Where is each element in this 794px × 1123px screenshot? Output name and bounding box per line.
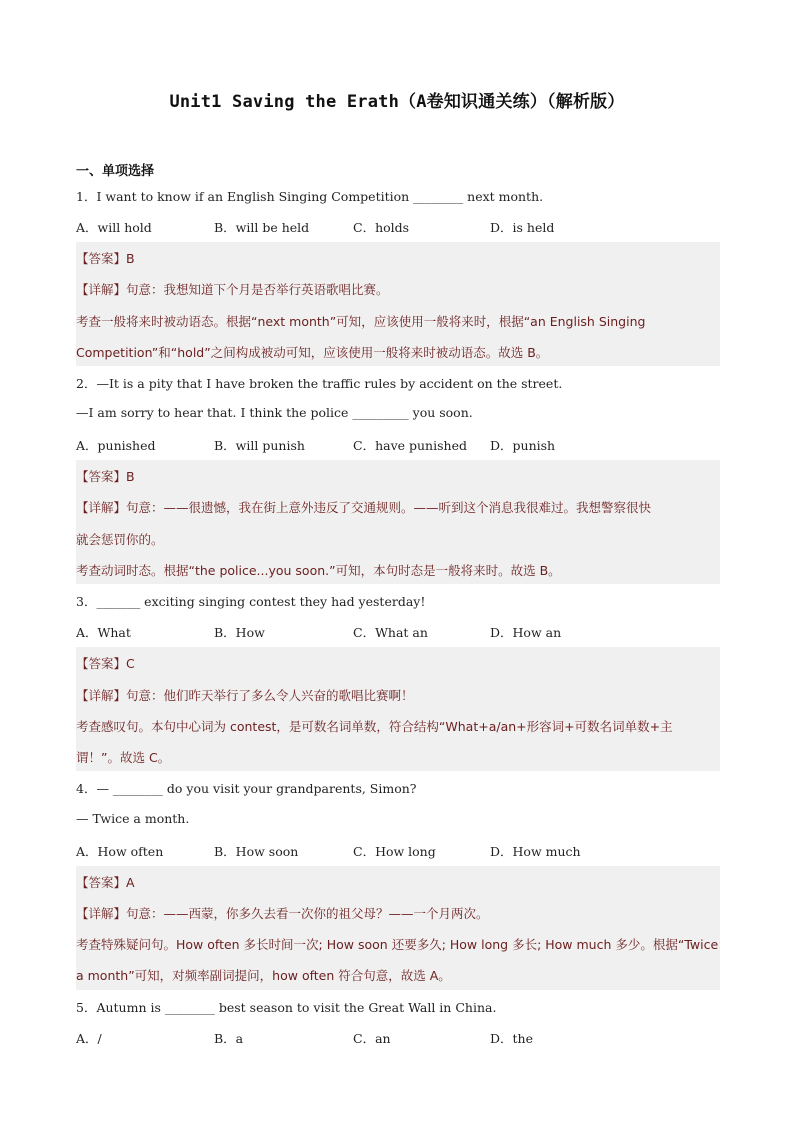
question-5-options bbox=[76, 1029, 736, 1049]
option-a[interactable]: A．How often bbox=[76, 844, 164, 859]
detail-3-line-3: 谓！”。故选 C。 bbox=[76, 750, 171, 765]
detail-1-line-2: 考查一般将来时被动语态。根据“next month”可知，应该使用一般将来时，根据“an English Singing bbox=[76, 314, 646, 329]
option-a[interactable]: A．punished bbox=[76, 438, 156, 453]
question-3-stem: 3．_______ exciting singing contest they had yesterday! bbox=[76, 594, 426, 609]
option-b[interactable]: B．will be held bbox=[214, 220, 310, 235]
option-d[interactable]: D．the bbox=[490, 1031, 533, 1046]
question-4-stem-1: 4．— ________ do you visit your grandparents, Simon? bbox=[76, 781, 417, 796]
option-c[interactable]: C．an bbox=[353, 1031, 391, 1046]
option-c[interactable]: C．have punished bbox=[353, 438, 467, 453]
question-1-options bbox=[76, 218, 736, 238]
option-b[interactable]: B．will punish bbox=[214, 438, 305, 453]
option-a[interactable]: A．will hold bbox=[76, 220, 152, 235]
option-d[interactable]: D．How an bbox=[490, 625, 562, 640]
detail-1-line-3: Competition”和“hold”之间构成被动可知，应该使用一般将来时被动语态。故选 B。 bbox=[76, 345, 549, 360]
answer-2: 【答案】B bbox=[76, 469, 135, 484]
question-2-options bbox=[76, 436, 736, 456]
option-b[interactable]: B．How bbox=[214, 625, 265, 640]
question-2-stem-1: 2．—It is a pity that I have broken the traffic rules by accident on the street. bbox=[76, 376, 563, 391]
answer-4: 【答案】A bbox=[76, 875, 135, 890]
question-5-stem: 5．Autumn is ________ best season to visit the Great Wall in China. bbox=[76, 1000, 497, 1015]
option-a[interactable]: A．What bbox=[76, 625, 131, 640]
detail-1-line-1: 【详解】句意：我想知道下个月是否举行英语歌唱比赛。 bbox=[76, 282, 389, 297]
detail-2-line-2: 就会惩罚你的。 bbox=[76, 532, 164, 547]
page-title: Unit1 Saving the Erath（A卷知识通关练）（解析版） bbox=[169, 92, 625, 112]
question-1-stem: 1．I want to know if an English Singing Competition ________ next month. bbox=[76, 189, 544, 204]
detail-2-line-1: 【详解】句意：——很遗憾，我在街上意外违反了交通规则。——听到这个消息我很难过。我想警察很快 bbox=[76, 500, 652, 515]
option-d[interactable]: D．punish bbox=[490, 438, 556, 453]
detail-4-line-1: 【详解】句意：——西蒙，你多久去看一次你的祖父母？——一个月两次。 bbox=[76, 906, 489, 921]
detail-3-line-1: 【详解】句意：他们昨天举行了多么令人兴奋的歌唱比赛啊！ bbox=[76, 688, 414, 703]
answer-3: 【答案】C bbox=[76, 656, 135, 671]
detail-4-line-3: a month”可知，对频率副词提问，how often 符合句意，故选 A。 bbox=[76, 968, 451, 983]
section-heading: 一、单项选择 bbox=[76, 164, 155, 179]
option-d[interactable]: D．is held bbox=[490, 220, 555, 235]
question-4-stem-2: — Twice a month. bbox=[76, 811, 190, 826]
question-2-stem-2: —I am sorry to hear that. I think the police _________ you soon. bbox=[76, 405, 473, 420]
option-d[interactable]: D．How much bbox=[490, 844, 581, 859]
option-c[interactable]: C．holds bbox=[353, 220, 410, 235]
option-a[interactable]: A．/ bbox=[76, 1031, 102, 1046]
question-4-options bbox=[76, 842, 736, 862]
detail-4-line-2: 考查特殊疑问句。How often 多长时间一次; How soon 还要多久; How long 多长; How much 多少。根据“Twice bbox=[76, 937, 719, 952]
option-b[interactable]: B．a bbox=[214, 1031, 244, 1046]
option-b[interactable]: B．How soon bbox=[214, 844, 299, 859]
question-3-options bbox=[76, 623, 736, 643]
detail-2-line-3: 考查动词时态。根据“the police...you soon.”可知，本句时态是一般将来时。故选 B。 bbox=[76, 563, 561, 578]
answer-1: 【答案】B bbox=[76, 251, 135, 266]
option-c[interactable]: C．What an bbox=[353, 625, 428, 640]
detail-3-line-2: 考查感叹句。本句中心词为 contest，是可数名词单数，符合结构“What+a/an+形容词+可数名词单数+主 bbox=[76, 719, 673, 734]
option-c[interactable]: C．How long bbox=[353, 844, 436, 859]
